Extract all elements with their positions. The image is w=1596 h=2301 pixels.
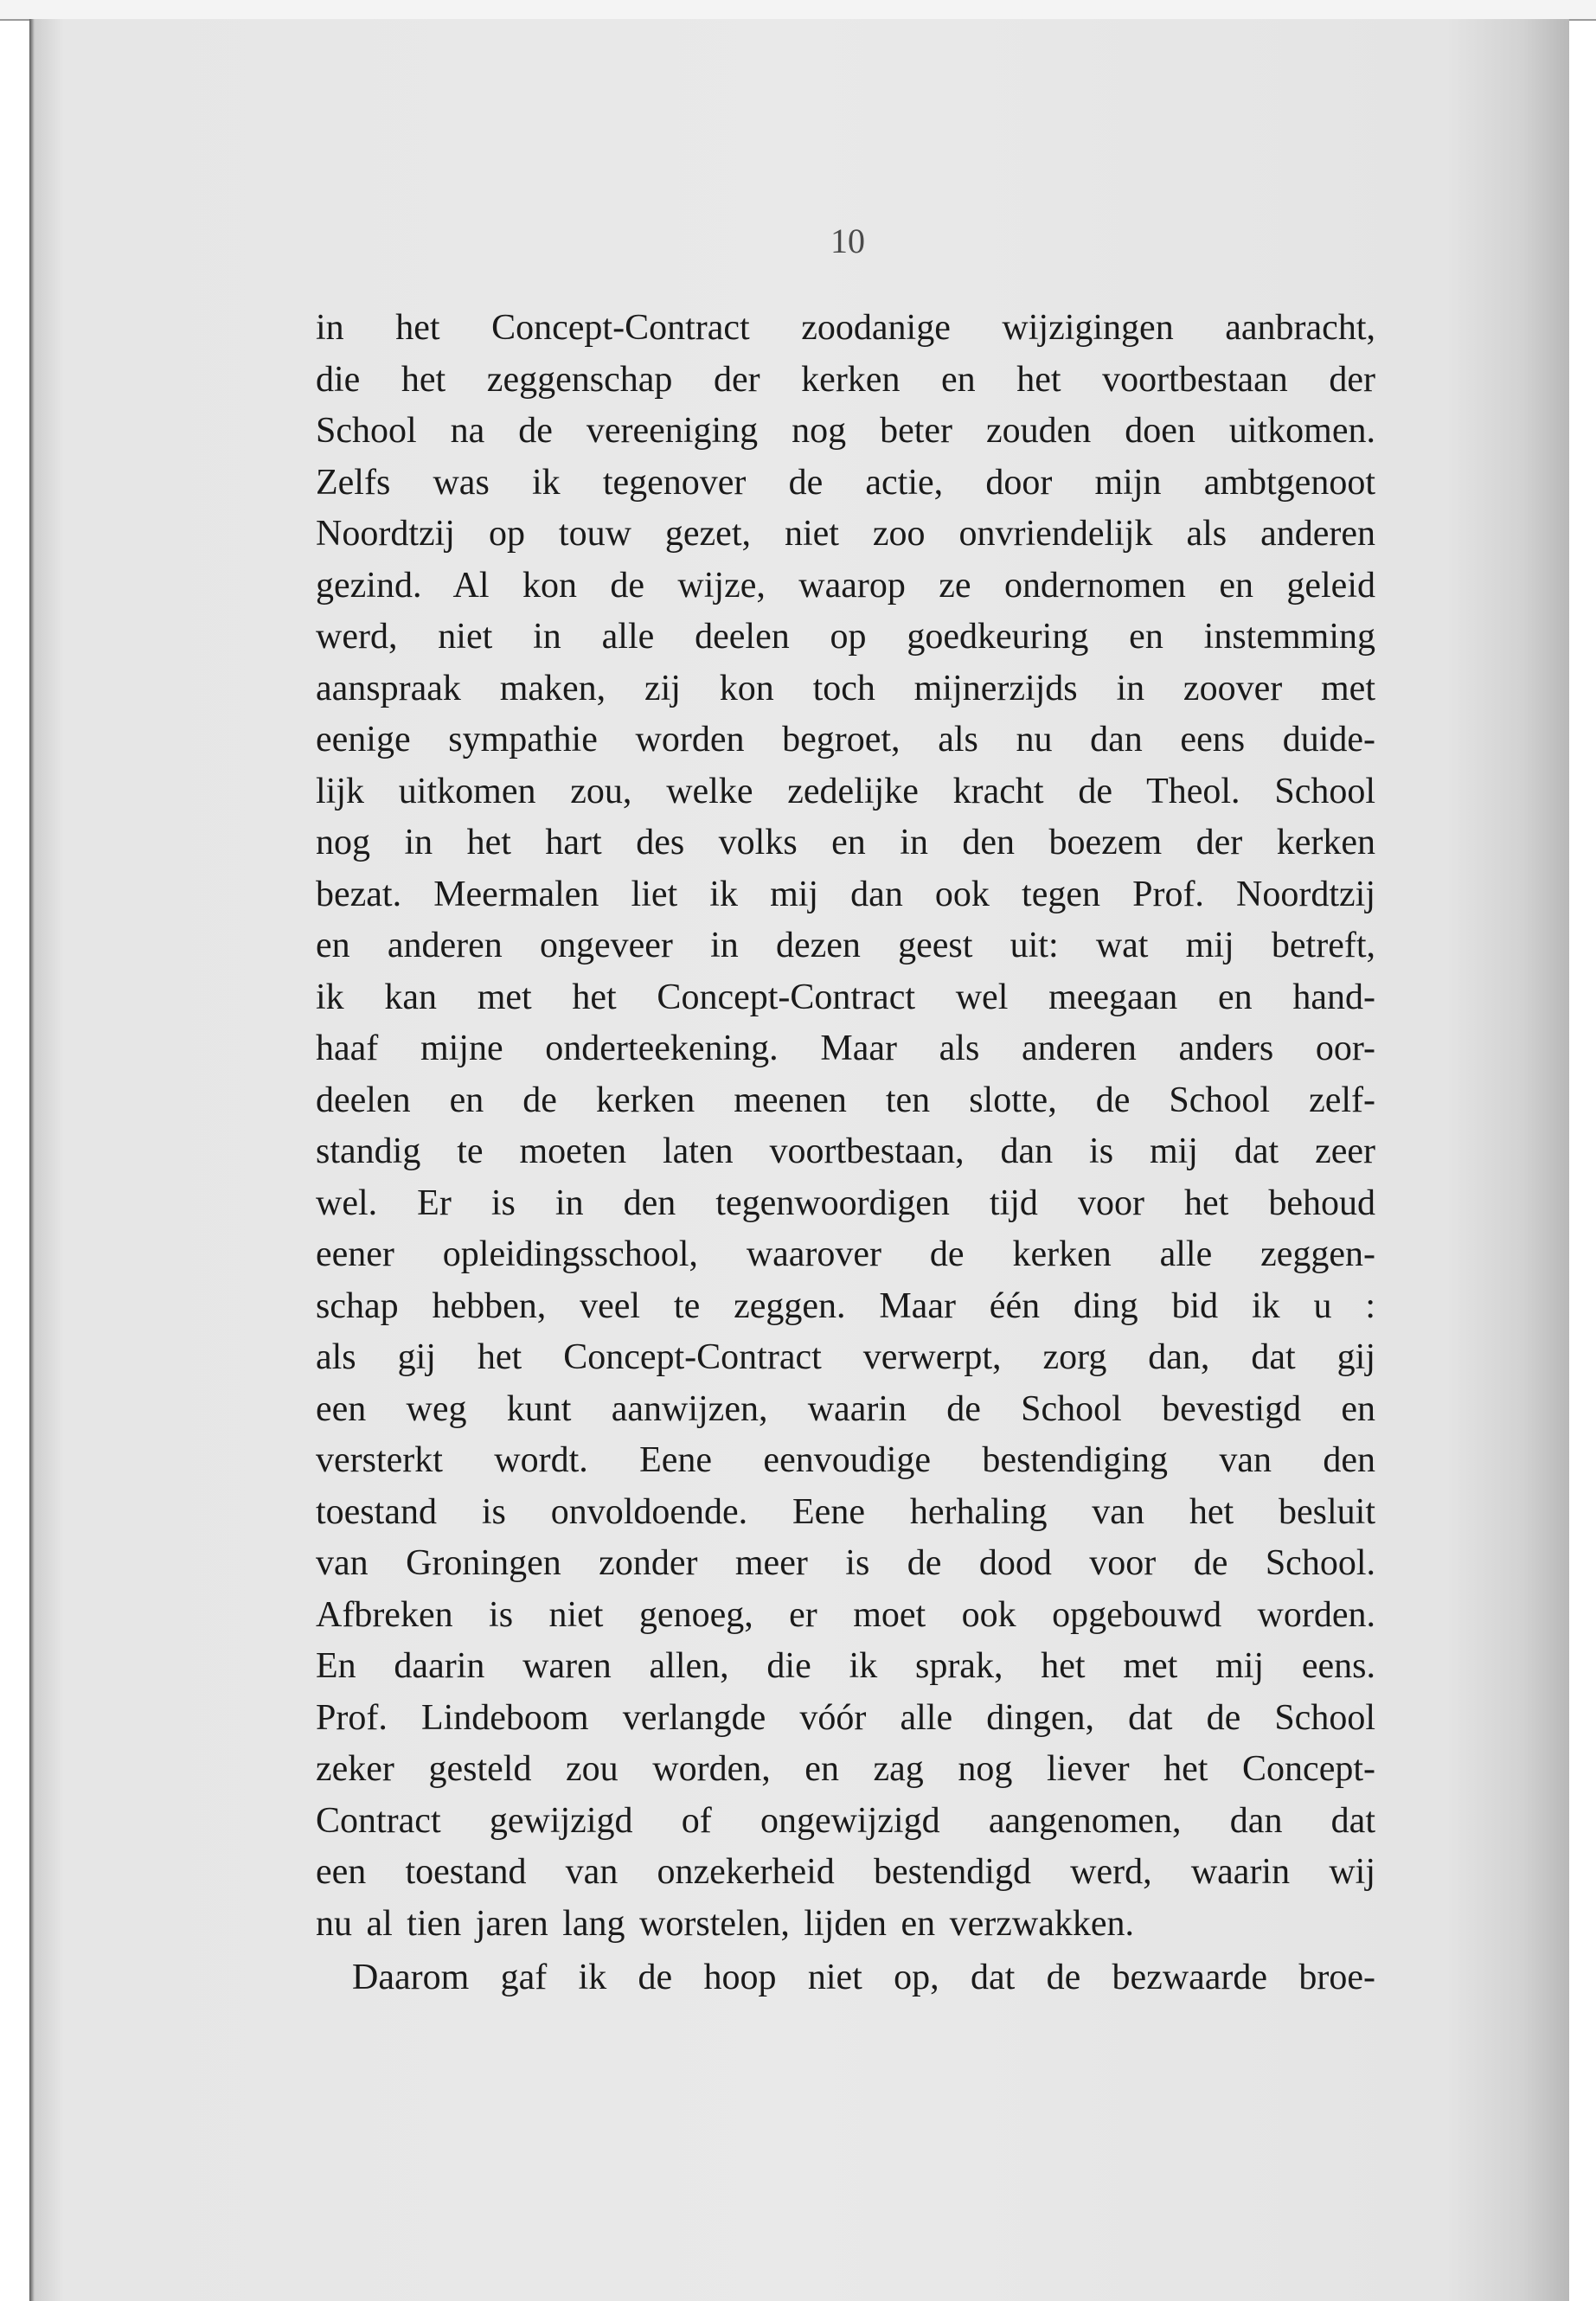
text-line: nu al tien jaren lang worstelen, lijden en verzwakken. — [316, 1903, 1134, 1944]
text-line: Daarom gaf ik de hoop niet op, dat de bezwaarde broe- — [352, 1958, 1375, 1997]
text-line: Afbreken is niet genoeg, er moet ook opgebouwd worden. — [316, 1594, 1375, 1635]
text-line: wel. Er is in den tegenwoordigen tijd voor het behoud — [316, 1183, 1375, 1223]
text-line: deelen en de kerken meenen ten slotte, de School zelf- — [316, 1080, 1375, 1120]
text-line: die het zeggenschap der kerken en het voortbestaan der — [316, 359, 1375, 400]
text-line: als gij het Concept-Contract verwerpt, zorg dan, dat gij — [316, 1337, 1375, 1377]
text-line: toestand is onvoldoende. Eene herhaling van het besluit — [316, 1491, 1375, 1532]
body-text — [316, 303, 1375, 2004]
text-line: lijk uitkomen zou, welke zedelijke kracht de Theol. School — [316, 771, 1375, 811]
text-line: En daarin waren allen, die ik sprak, het met mij eens. — [316, 1646, 1375, 1686]
text-line: ik kan met het Concept-Contract wel meegaan en hand- — [316, 977, 1375, 1017]
text-line: nog in het hart des volks en in den boezem der kerken — [316, 823, 1375, 862]
text-line: een toestand van onzekerheid bestendigd werd, waarin wij — [316, 1852, 1375, 1892]
text-line: werd, niet in alle deelen op goedkeuring en instemming — [316, 617, 1375, 657]
paragraph — [316, 303, 1375, 1950]
text-line: en anderen ongeveer in dezen geest uit: wat mij betreft, — [316, 926, 1375, 965]
scan-top-edge — [0, 0, 1596, 21]
text-line: eener opleidingsschool, waarover de kerken alle zeggen- — [316, 1234, 1375, 1274]
text-line: School na de vereeniging nog beter zouden doen uitkomen. — [316, 411, 1375, 451]
text-line: schap hebben, veel te zeggen. Maar één ding bid ik u : — [316, 1285, 1375, 1326]
page-number: 10 — [830, 221, 865, 260]
text-line: Noordtzij op touw gezet, niet zoo onvriendelijk als anderen — [316, 514, 1375, 554]
text-line: Zelfs was ik tegenover de actie, door mijn ambtgenoot — [316, 462, 1375, 503]
text-line: zeker gesteld zou worden, en zag nog liever het Concept- — [316, 1749, 1375, 1789]
text-line: een weg kunt aanwijzen, waarin de School bevestigd en — [316, 1388, 1375, 1429]
text-line: aanspraak maken, zij kon toch mijnerzijds in zoover met — [316, 668, 1375, 708]
text-line: Prof. Lindeboom verlangde vóór alle dingen, dat de School — [316, 1697, 1375, 1738]
text-line: gezind. Al kon de wijze, waarop ze ondernomen en geleid — [316, 565, 1375, 606]
text-line: in het Concept-Contract zoodanige wijzigingen aanbracht, — [316, 308, 1375, 348]
paragraph — [316, 1952, 1375, 2004]
text-line: Contract gewijzigd of ongewijzigd aangenomen, dan dat — [316, 1800, 1375, 1841]
text-line: van Groningen zonder meer is de dood voor de School. — [316, 1543, 1375, 1583]
text-line: versterkt wordt. Eene eenvoudige bestendiging van den — [316, 1440, 1375, 1480]
text-line: bezat. Meermalen liet ik mij dan ook tegen Prof. Noordtzij — [316, 874, 1375, 914]
text-line: eenige sympathie worden begroet, als nu dan eens duide- — [316, 720, 1375, 760]
text-line: standig te moeten laten voortbestaan, dan is mij dat zeer — [316, 1131, 1375, 1171]
text-line: haaf mijne onderteekening. Maar als anderen anders oor- — [316, 1029, 1375, 1068]
